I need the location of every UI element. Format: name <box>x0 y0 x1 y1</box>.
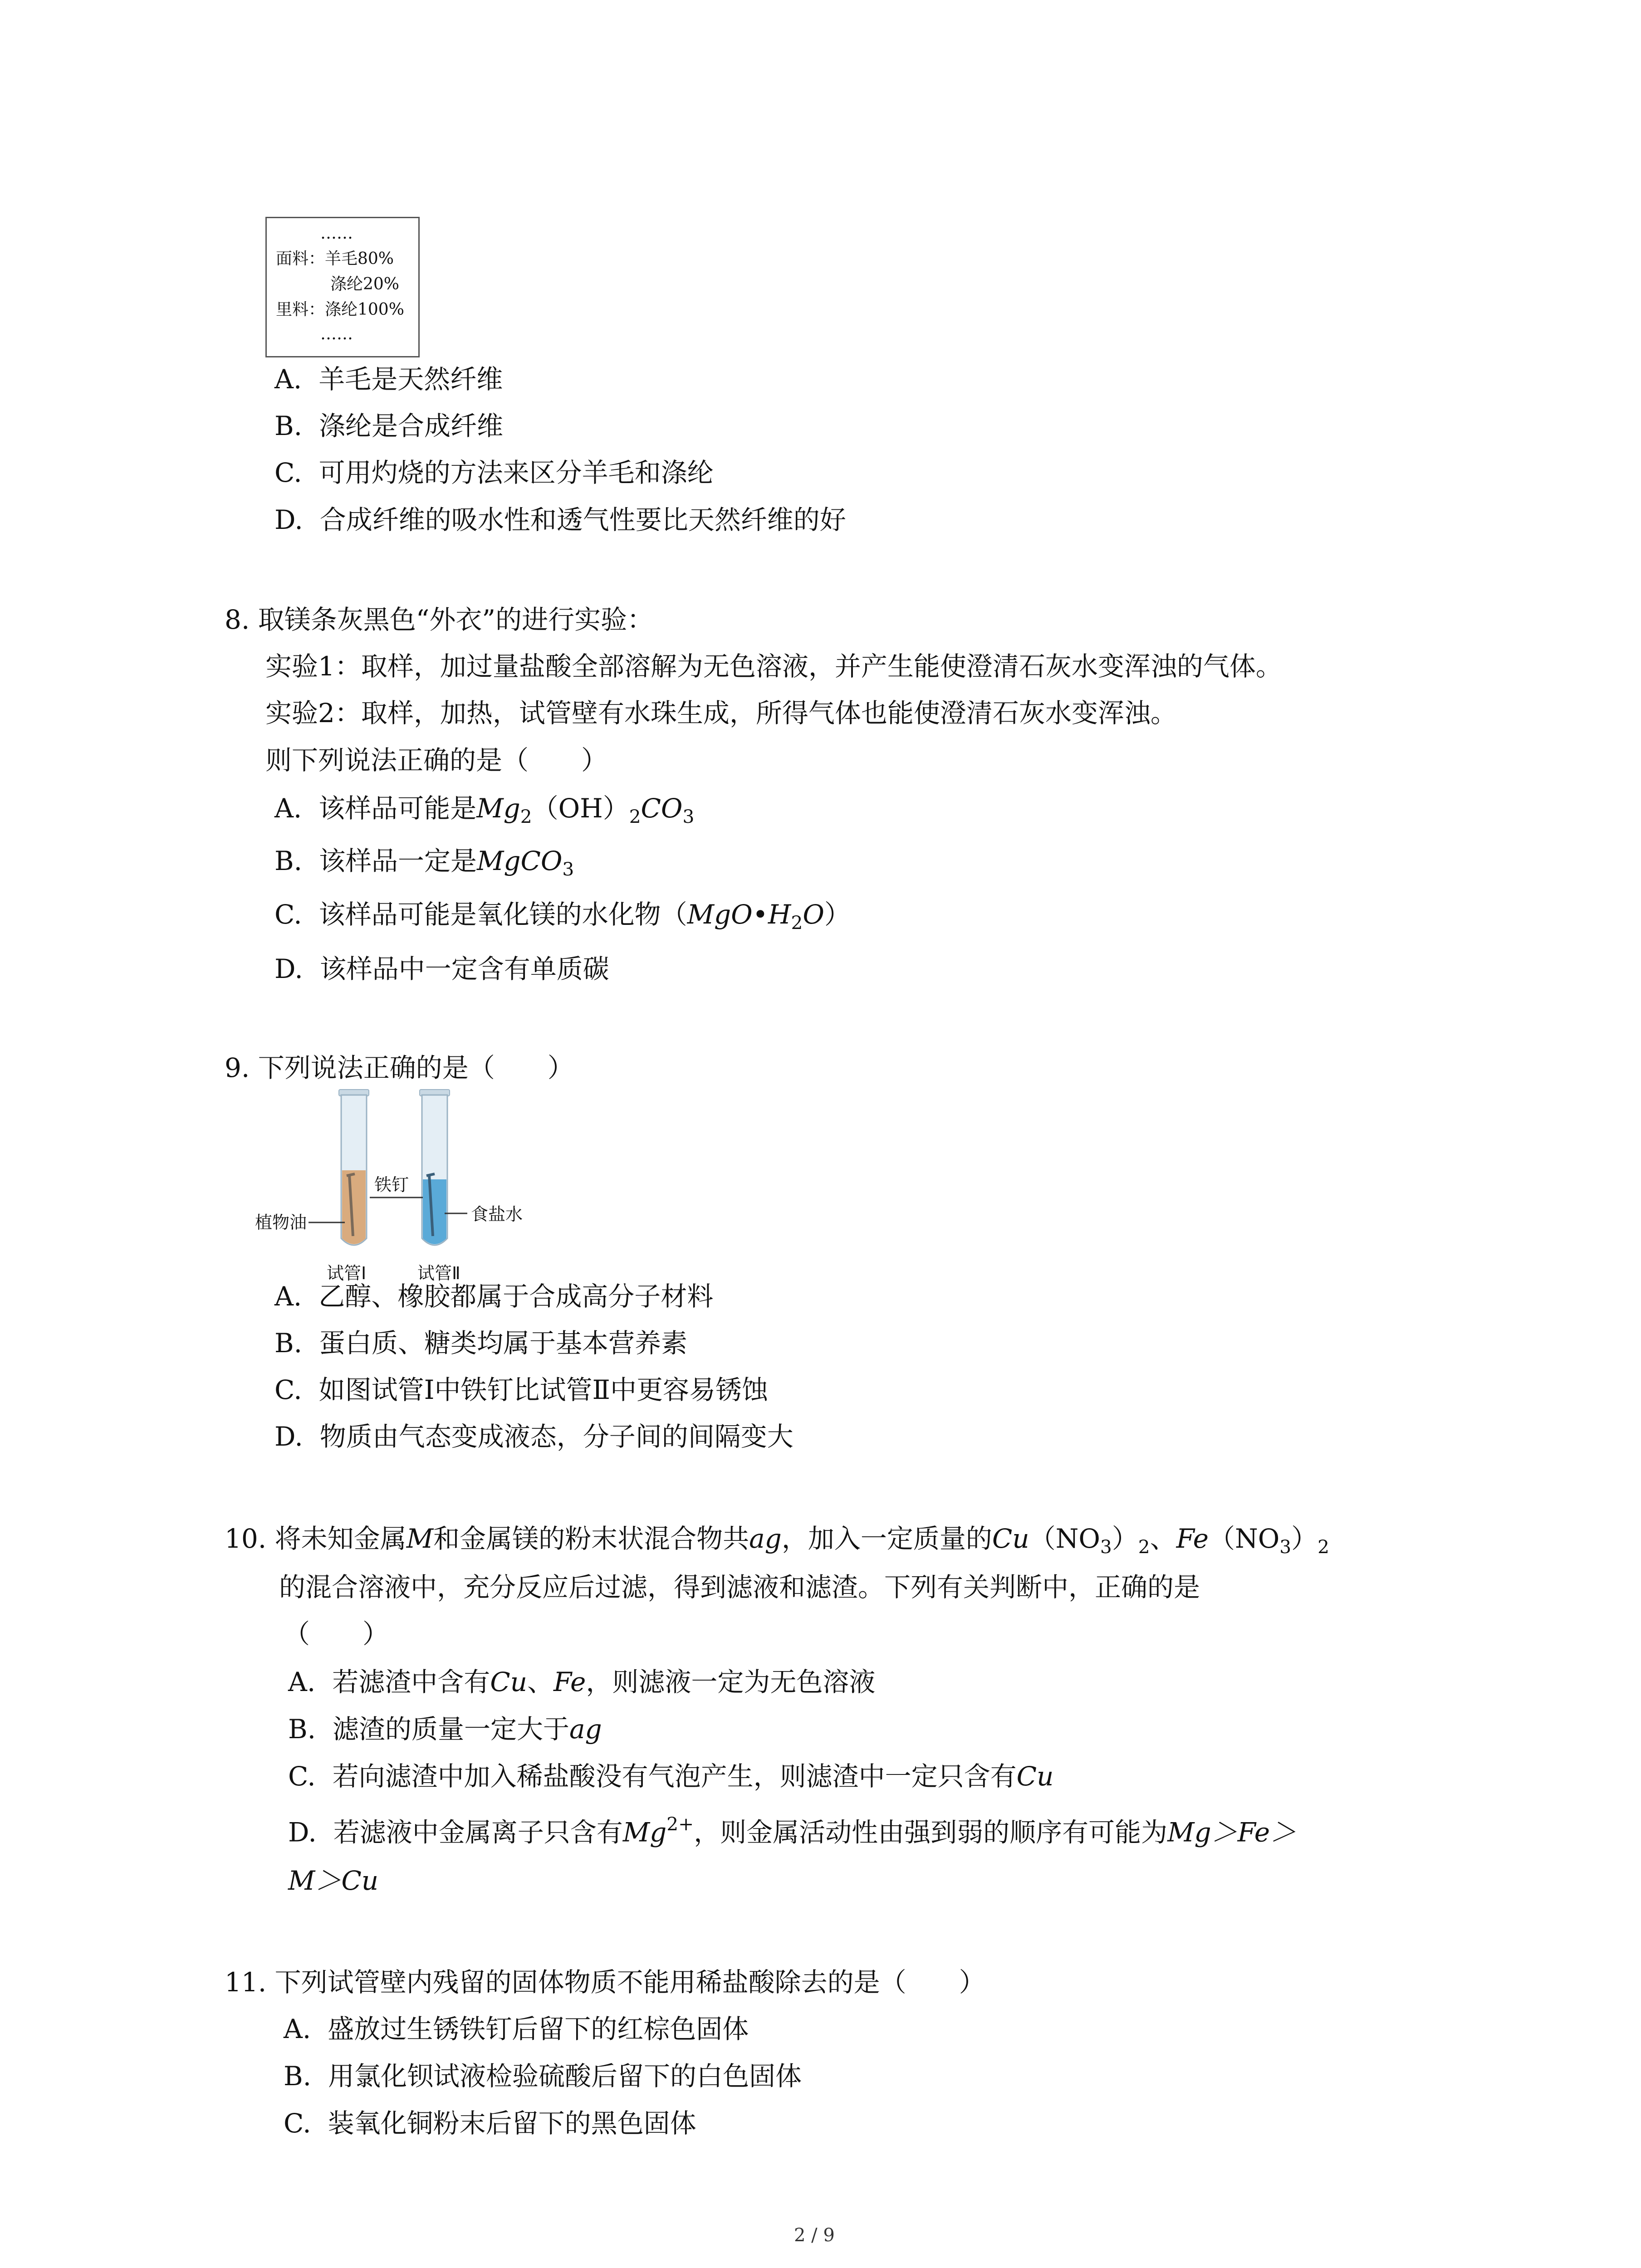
q9-option-c <box>274 1374 768 1407</box>
option-letter: A. <box>288 1667 316 1697</box>
option-letter: D. <box>274 953 303 984</box>
q11-option-b <box>284 2060 802 2093</box>
option-text: 若滤液中金属离子只含有 <box>333 1817 623 1848</box>
label-fabric-prefix: 面料： <box>276 249 325 268</box>
label-iron-nail: 铁钉 <box>374 1175 409 1195</box>
q10-option-d <box>288 1813 1296 1849</box>
subscript: 3 <box>562 858 574 880</box>
q8-option-b <box>274 845 574 881</box>
formula-oh: （OH） <box>532 793 629 824</box>
formula-co: CO <box>641 793 683 824</box>
option-text: 乙醇、橡胶都属于合成高分子材料 <box>318 1281 714 1312</box>
separator: 、 <box>1150 1523 1176 1554</box>
subscript: 3 <box>1279 1536 1292 1558</box>
formula-no: （NO <box>1208 1523 1280 1554</box>
option-letter: C. <box>274 457 302 488</box>
option-letter: B. <box>274 411 303 441</box>
option-text: 可用灼烧的方法来区分羊毛和涤纶 <box>318 457 714 488</box>
q10-option-a <box>288 1666 875 1699</box>
q7-option-b <box>274 410 503 443</box>
option-text: ，则滤液一定为无色溶液 <box>586 1667 876 1697</box>
q8-experiment-2: 实验2：取样，加热，试管壁有水珠生成，所得气体也能使澄清石灰水变浑浊。 <box>265 698 1177 728</box>
q7-option-a <box>274 363 503 396</box>
q11-option-a <box>284 2013 749 2046</box>
separator: 、 <box>527 1667 554 1697</box>
option-text: 该样品中一定含有单质碳 <box>319 953 609 984</box>
formula-fe: Fe <box>1176 1523 1209 1554</box>
salt-water-liquid <box>423 1179 446 1244</box>
label-fabric-wool: 羊毛80% <box>325 249 394 268</box>
option-text: 物质由气态变成液态，分子间的间隔变大 <box>319 1421 794 1452</box>
subscript: 3 <box>682 806 695 828</box>
option-letter: D. <box>274 504 303 535</box>
option-text: 合成纤维的吸水性和透气性要比天然纤维的好 <box>319 504 846 535</box>
option-letter: C. <box>284 2108 311 2139</box>
subscript: 3 <box>1100 1536 1112 1558</box>
q9-option-d <box>274 1420 794 1453</box>
q8-option-d <box>274 953 609 986</box>
subscript: 2 <box>791 912 803 934</box>
page-number: 2 / 9 <box>794 2225 835 2246</box>
option-letter: B. <box>284 2061 312 2092</box>
subscript: 2 <box>1318 1536 1329 1558</box>
formula-mg: Mg <box>476 793 520 824</box>
formula-ag: ag <box>749 1523 782 1554</box>
q8-option-a <box>274 792 694 828</box>
option-text: 如图试管Ⅰ中铁钉比试管Ⅱ中更容易锈蚀 <box>318 1374 768 1405</box>
label-dots-top: …… <box>320 224 353 243</box>
option-text: 若向滤渣中加入稀盐酸没有气泡产生，则滤渣中一定只含有 <box>332 1761 1017 1792</box>
test-tubes-svg <box>254 1089 572 1288</box>
option-letter: D. <box>274 1421 303 1452</box>
option-text: 羊毛是天然纤维 <box>318 364 503 395</box>
option-letter: B. <box>274 846 303 876</box>
option-letter: B. <box>288 1714 316 1745</box>
q10-text: 和金属镁的粉末状混合物共 <box>433 1523 749 1554</box>
q10-stem-line-2: 的混合溶液中，充分反应后过滤，得到滤液和滤渣。下列有关判断中，正确的是 <box>279 1572 1200 1603</box>
option-text: 装氧化铜粉末后留下的黑色固体 <box>328 2108 696 2139</box>
q10-option-d-continued <box>288 1864 378 1897</box>
paren-close: ） <box>1112 1523 1138 1554</box>
subscript: 2 <box>520 806 532 828</box>
q8-question: 则下列说法正确的是（ ） <box>265 745 608 776</box>
formula-mgco: MgCO <box>476 846 563 876</box>
paren-close: ） <box>824 899 851 930</box>
option-text: 用氯化钡试液检验硫酸后留下的白色固体 <box>328 2061 802 2092</box>
formula-mg: Mg <box>622 1817 667 1848</box>
q10-text: ，加入一定质量的 <box>781 1523 992 1554</box>
option-letter: C. <box>274 899 302 930</box>
label-fabric-polyester: 涤纶20% <box>330 275 400 293</box>
formula-cu: Cu <box>1016 1761 1054 1792</box>
formula-o: O <box>803 899 824 930</box>
q10-option-b <box>288 1713 602 1746</box>
q8-experiment-1: 实验1：取样，加过量盐酸全部溶解为无色溶液，并产生能使澄清石灰水变浑浊的气体。 <box>265 651 1282 682</box>
formula-no: （NO <box>1029 1523 1100 1554</box>
formula-ag: ag <box>569 1714 602 1745</box>
option-text: 滤渣的质量一定大于 <box>332 1714 569 1745</box>
option-text: 若滤渣中含有 <box>332 1667 490 1697</box>
label-vegetable-oil: 植物油 <box>255 1212 307 1232</box>
option-text: 该样品可能是 <box>318 793 477 824</box>
q9-option-b <box>274 1327 687 1360</box>
q8-stem: 8. 取镁条灰黑色“外衣”的进行实验： <box>225 604 654 635</box>
q10-text: 10. 将未知金属 <box>225 1523 407 1554</box>
option-letter: C. <box>288 1761 316 1792</box>
formula-m: M <box>406 1523 434 1554</box>
superscript: 2+ <box>666 1813 694 1835</box>
test-tube-figure <box>254 1089 572 1288</box>
q11-stem: 11. 下列试管壁内残留的固体物质不能用稀盐酸除去的是（ ） <box>225 1967 985 1998</box>
q9-option-a <box>274 1280 713 1313</box>
q8-option-c <box>274 898 851 934</box>
label-lining-polyester: 涤纶100% <box>325 300 404 319</box>
formula-cu: Cu <box>992 1523 1029 1554</box>
option-text: 涤纶是合成纤维 <box>318 411 503 441</box>
option-text: 盛放过生锈铁钉后留下的红棕色固体 <box>328 2014 749 2044</box>
option-text: 该样品可能是氧化镁的水化物（ <box>318 899 687 930</box>
subscript: 2 <box>629 806 641 828</box>
activity-order: Mg＞Fe＞ <box>1167 1817 1297 1848</box>
q11-option-c <box>284 2107 696 2140</box>
activity-order: M＞Cu <box>288 1865 379 1896</box>
q9-stem: 9. 下列说法正确的是（ ） <box>225 1052 574 1083</box>
q7-option-d <box>274 503 846 537</box>
q10-option-c <box>288 1760 1053 1793</box>
option-letter: D. <box>288 1817 317 1848</box>
tube-2-graphic <box>420 1090 450 1245</box>
option-letter: C. <box>274 1374 302 1405</box>
formula-fe: Fe <box>553 1667 586 1697</box>
option-letter: B. <box>274 1328 303 1359</box>
q10-stem-line-1 <box>225 1522 1329 1559</box>
clothing-label-box <box>265 217 420 357</box>
option-text: 蛋白质、糖类均属于基本营养素 <box>318 1328 687 1359</box>
label-tube-2: 试管Ⅱ <box>417 1263 460 1283</box>
label-salt-water: 食盐水 <box>471 1204 523 1224</box>
label-dots-bottom: …… <box>320 325 353 343</box>
option-letter: A. <box>284 2014 311 2044</box>
option-letter: A. <box>274 793 302 824</box>
q7-option-c <box>274 456 714 489</box>
option-text: ，则金属活动性由强到弱的顺序有可能为 <box>694 1817 1168 1848</box>
option-letter: A. <box>274 1281 302 1312</box>
option-letter: A. <box>274 364 302 395</box>
formula-cu: Cu <box>490 1667 527 1697</box>
subscript: 2 <box>1138 1536 1150 1558</box>
formula-mgo-h: MgO•H <box>687 899 791 930</box>
label-tube-1: 试管Ⅰ <box>327 1263 367 1283</box>
paren-close: ） <box>1291 1523 1318 1554</box>
option-text: 该样品一定是 <box>318 846 477 876</box>
q10-stem-line-3: （ ） <box>284 1618 389 1649</box>
label-lining-prefix: 里料： <box>276 300 325 319</box>
